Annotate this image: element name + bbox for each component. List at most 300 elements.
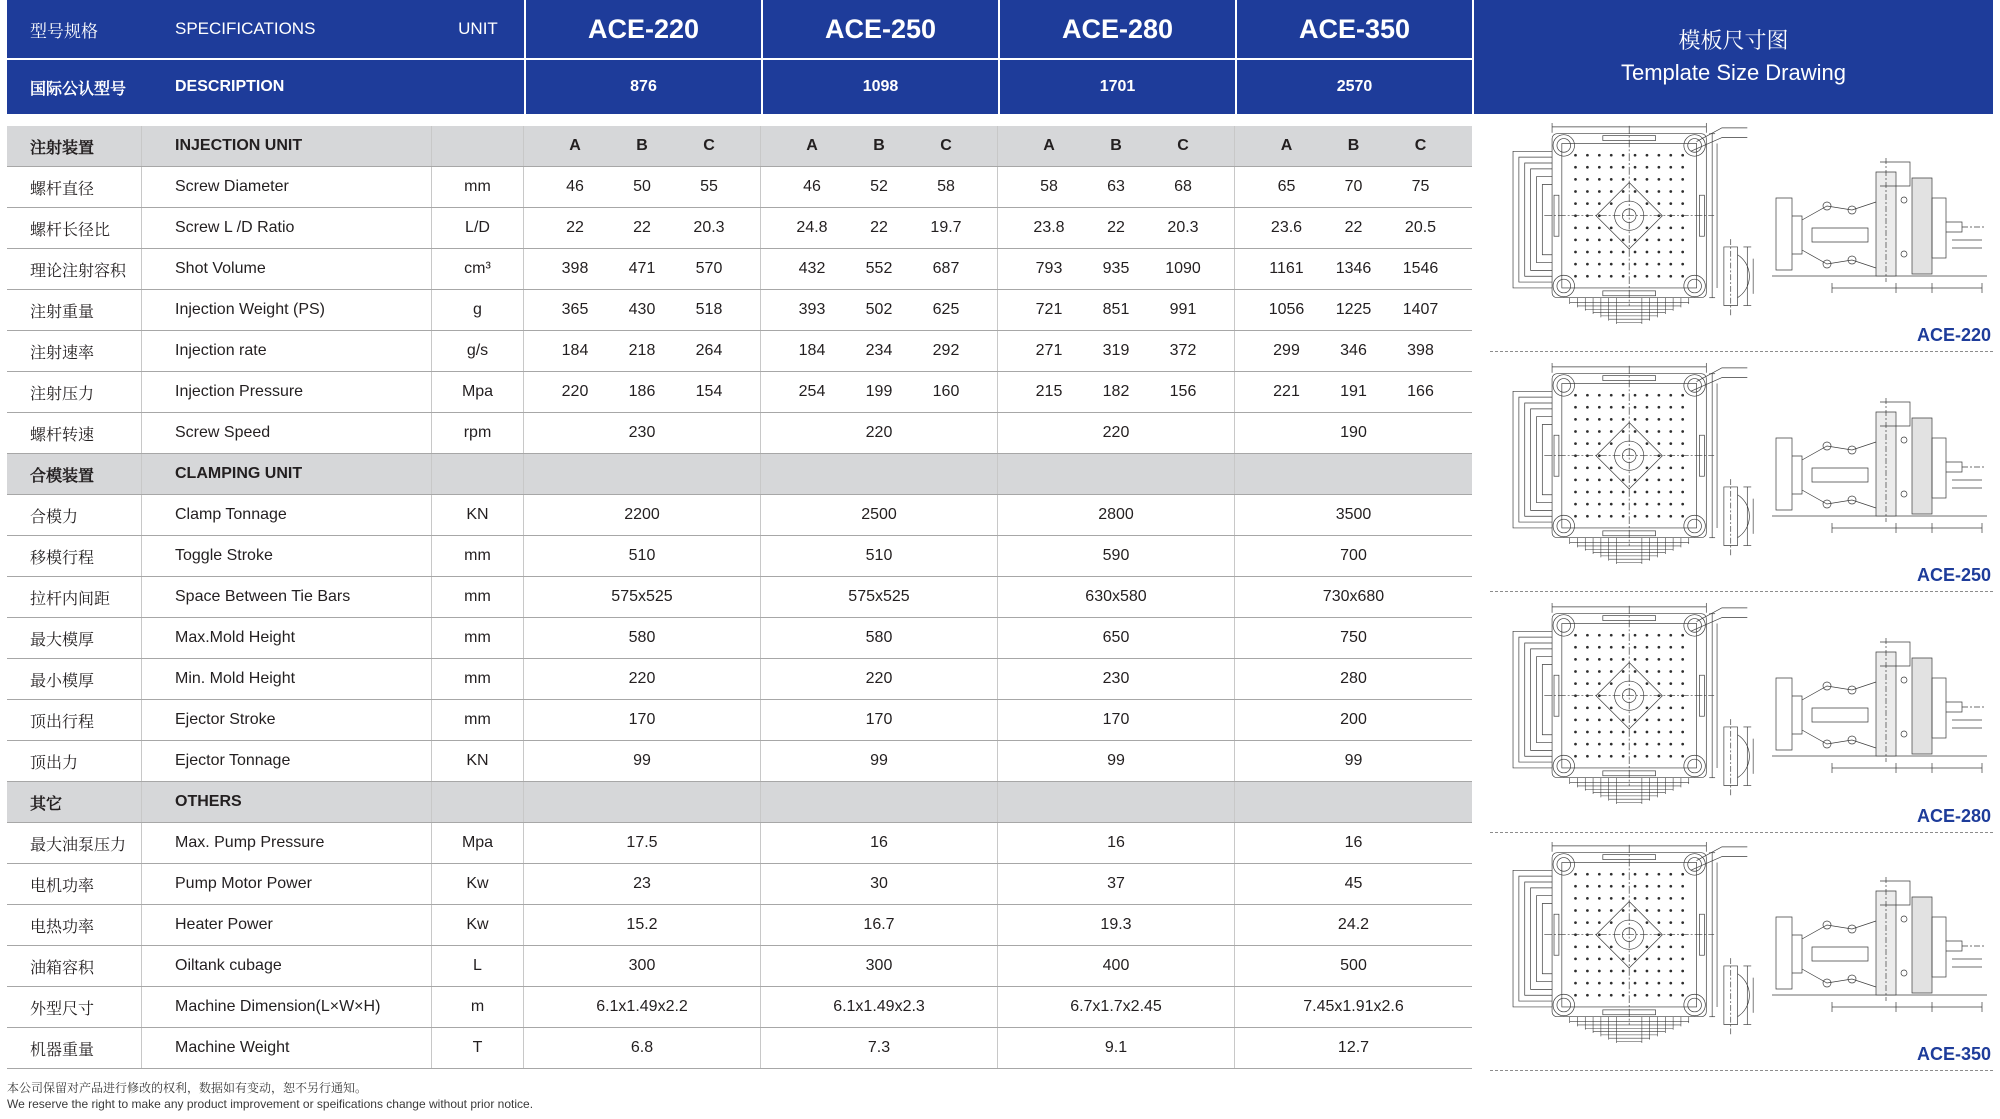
drawing-panel-ace-350 — [1472, 833, 1993, 1071]
spec-model-cell — [1235, 1028, 1472, 1068]
spec-value: 50 — [633, 178, 651, 195]
spec-value: 230 — [628, 424, 656, 441]
spec-label-cn: 电机功率 — [7, 864, 142, 904]
spec-model-cell — [1235, 823, 1472, 863]
spec-value: 200 — [1340, 711, 1367, 728]
drawing-panel-ace-280 — [1472, 592, 1993, 833]
spec-unit: cm³ — [432, 249, 524, 289]
platen-drawing — [1513, 363, 1753, 564]
spec-model-cell — [998, 577, 1235, 617]
spec-value: 191 — [1340, 383, 1367, 400]
spec-value: 75 — [1411, 178, 1430, 195]
spec-label-cn: 电热功率 — [7, 905, 142, 945]
spec-value: 220 — [865, 670, 893, 687]
spec-model-cell — [524, 331, 761, 371]
spec-label-cn: 合模力 — [7, 495, 142, 535]
spec-model-cell — [524, 618, 761, 658]
spec-model-cell — [524, 905, 761, 945]
spec-model-cell — [998, 946, 1235, 986]
drawing-panel-ace-250 — [1472, 352, 1993, 592]
spec-label-cn: 螺杆长径比 — [7, 208, 142, 248]
screw-option-label: C — [1177, 137, 1189, 154]
spec-value: 16.7 — [863, 916, 895, 933]
spec-value: 590 — [1102, 547, 1130, 564]
spec-model-cell — [998, 167, 1235, 207]
spec-value: 19.7 — [930, 219, 962, 236]
spec-value: 2500 — [861, 506, 897, 523]
section-model-cell — [1235, 126, 1472, 166]
model-code-ace-280: 1701 — [998, 60, 1235, 114]
description-unit-cell — [432, 60, 524, 114]
spec-label-cn: 注射重量 — [7, 290, 142, 330]
spec-value: 220 — [865, 424, 893, 441]
spec-model-cell — [998, 331, 1235, 371]
spec-value: 510 — [865, 547, 893, 564]
spec-value: 9.1 — [1104, 1039, 1128, 1056]
spec-value: 16 — [870, 834, 888, 851]
section-title-cn: 合模装置 — [7, 454, 142, 494]
spec-value: 154 — [695, 383, 723, 400]
spec-unit: g — [432, 290, 524, 330]
spec-value: 170 — [865, 711, 893, 728]
spec-label-en: Ejector Stroke — [142, 700, 432, 740]
spec-value: 156 — [1169, 383, 1197, 400]
spec-model-cell — [1235, 946, 1472, 986]
model-code-ace-350: 2570 — [1235, 60, 1472, 114]
spec-value: 24.8 — [796, 219, 828, 236]
spec-model-cell — [1235, 331, 1472, 371]
spec-model-cell — [1235, 864, 1472, 904]
spec-value: 190 — [1340, 424, 1367, 441]
spec-value: 23.6 — [1270, 219, 1303, 236]
dashed-divider — [1490, 1070, 1993, 1071]
spec-value: 292 — [932, 342, 960, 359]
spec-model-cell — [998, 823, 1235, 863]
spec-label-en: Pump Motor Power — [142, 864, 432, 904]
spec-value: 220 — [628, 670, 656, 687]
spec-value: 1225 — [1335, 301, 1372, 318]
spec-label-cn: 拉杆内间距 — [7, 577, 142, 617]
spec-model-cell — [1235, 700, 1472, 740]
section-title-en: INJECTION UNIT — [142, 126, 432, 166]
spec-model-cell — [1235, 987, 1472, 1027]
side-view-drawing — [1772, 398, 1987, 533]
spec-row — [7, 249, 1472, 290]
spec-model-cell — [1235, 290, 1472, 330]
spec-model-cell — [761, 208, 998, 248]
spec-model-cell — [524, 987, 761, 1027]
spec-value: 99 — [633, 752, 651, 769]
platen-drawing — [1513, 603, 1753, 804]
spec-model-cell — [761, 413, 998, 453]
spec-value: 215 — [1035, 383, 1063, 400]
spec-model-cell — [998, 413, 1235, 453]
model-name-ace-280: ACE-280 — [998, 0, 1235, 58]
spec-value: 68 — [1174, 178, 1192, 195]
spec-value: 471 — [628, 260, 656, 277]
spec-model-cell — [524, 208, 761, 248]
spec-value: 6.1x1.49x2.2 — [596, 998, 688, 1015]
spec-model-cell — [761, 905, 998, 945]
spec-unit: rpm — [432, 413, 524, 453]
spec-model-cell — [761, 1028, 998, 1068]
spec-model-cell — [524, 823, 761, 863]
spec-value: 23.8 — [1033, 219, 1065, 236]
spec-model-cell — [524, 659, 761, 699]
spec-model-cell — [998, 372, 1235, 412]
spec-label-en: Min. Mold Height — [142, 659, 432, 699]
spec-label-cn: 移模行程 — [7, 536, 142, 576]
spec-value: 218 — [628, 342, 656, 359]
spec-value: 6.7x1.7x2.45 — [1070, 998, 1162, 1015]
spec-model-cell — [761, 536, 998, 576]
spec-model-cell — [998, 700, 1235, 740]
spec-label-en: Shot Volume — [142, 249, 432, 289]
spec-value: 220 — [561, 383, 589, 400]
section-unit-cell — [432, 126, 524, 166]
spec-value: 46 — [803, 178, 821, 195]
spec-model-cell — [524, 167, 761, 207]
spec-model-cell — [998, 495, 1235, 535]
section-model-cell — [1235, 454, 1472, 494]
model-name-ace-250: ACE-250 — [761, 0, 998, 58]
spec-label-en: Toggle Stroke — [142, 536, 432, 576]
description-title-en: DESCRIPTION — [175, 78, 285, 95]
spec-model-cell — [1235, 372, 1472, 412]
section-header-row — [7, 454, 1472, 495]
screw-option-label: B — [1347, 137, 1360, 154]
spec-value: 22 — [1344, 219, 1363, 236]
spec-value: 575x525 — [848, 588, 910, 605]
spec-model-cell — [761, 372, 998, 412]
spec-label-en: Screw L /D Ratio — [142, 208, 432, 248]
spec-row — [7, 618, 1472, 659]
spec-value: 65 — [1277, 178, 1296, 195]
spec-unit: KN — [432, 495, 524, 535]
spec-model-cell — [1235, 495, 1472, 535]
spec-model-cell — [761, 864, 998, 904]
spec-value: 510 — [628, 547, 656, 564]
spec-value: 400 — [1102, 957, 1130, 974]
spec-value: 2200 — [624, 506, 660, 523]
model-name-ace-220: ACE-220 — [524, 0, 761, 58]
section-model-cell — [998, 126, 1235, 166]
spec-label-en: Space Between Tie Bars — [142, 577, 432, 617]
spec-model-cell — [524, 946, 761, 986]
spec-value: 58 — [1040, 178, 1058, 195]
spec-label-en: Ejector Tonnage — [142, 741, 432, 781]
platen-drawing — [1513, 842, 1753, 1043]
spec-model-cell — [524, 536, 761, 576]
spec-row — [7, 905, 1472, 946]
spec-value: 299 — [1273, 342, 1300, 359]
spec-unit: mm — [432, 167, 524, 207]
spec-unit: Kw — [432, 864, 524, 904]
unit-title: UNIT — [458, 19, 498, 38]
spec-value: 552 — [865, 260, 893, 277]
screw-option-label: A — [1280, 137, 1293, 154]
disclaimer-cn: 本公司保留对产品进行修改的权利，数据如有变动，恕不另行通知。 — [7, 1081, 368, 1095]
spec-value: 20.3 — [693, 219, 725, 236]
spec-label-cn: 注射速率 — [7, 331, 142, 371]
spec-title-cn: 型号规格 — [30, 21, 98, 41]
template-drawing — [1472, 841, 1993, 1046]
section-model-cell — [1235, 782, 1472, 822]
spec-value: 430 — [628, 301, 656, 318]
spec-model-cell — [524, 577, 761, 617]
screw-option-label: C — [703, 137, 715, 154]
spec-label-cn: 外型尺寸 — [7, 987, 142, 1027]
spec-model-cell — [761, 249, 998, 289]
spec-value: 935 — [1102, 260, 1130, 277]
spec-model-cell — [998, 741, 1235, 781]
spec-value: 166 — [1407, 383, 1434, 400]
side-view-drawing — [1772, 638, 1987, 773]
spec-label-en: Clamp Tonnage — [142, 495, 432, 535]
spec-model-cell — [998, 618, 1235, 658]
spec-value: 22 — [870, 219, 888, 236]
spec-row — [7, 167, 1472, 208]
spec-value: 22 — [633, 219, 651, 236]
spec-value: 30 — [870, 875, 888, 892]
spec-label-cn: 最大油泵压力 — [7, 823, 142, 863]
screw-option-label: A — [569, 137, 581, 154]
spec-value: 650 — [1102, 629, 1130, 646]
spec-value: 6.8 — [630, 1039, 654, 1056]
section-model-cell — [761, 782, 998, 822]
spec-model-cell — [761, 167, 998, 207]
spec-model-cell — [998, 536, 1235, 576]
spec-value: 851 — [1102, 301, 1130, 318]
spec-value: 393 — [798, 301, 826, 318]
spec-unit: L/D — [432, 208, 524, 248]
spec-value: 199 — [865, 383, 893, 400]
spec-label-en: Screw Diameter — [142, 167, 432, 207]
spec-label-cn: 最大模厚 — [7, 618, 142, 658]
drawing-title-cn: 模板尺寸图 — [1678, 28, 1789, 53]
spec-value: 52 — [870, 178, 888, 195]
spec-model-cell — [524, 249, 761, 289]
spec-model-cell — [524, 413, 761, 453]
spec-model-cell — [998, 1028, 1235, 1068]
spec-label-cn: 油箱容积 — [7, 946, 142, 986]
spec-value: 1407 — [1402, 301, 1439, 318]
spec-value: 580 — [865, 629, 893, 646]
screw-option-label: B — [636, 137, 648, 154]
spec-value: 271 — [1035, 342, 1063, 359]
spec-model-cell — [761, 823, 998, 863]
spec-value: 1546 — [1402, 260, 1439, 277]
template-drawing — [1472, 122, 1993, 327]
spec-model-cell — [761, 987, 998, 1027]
spec-value: 793 — [1035, 260, 1063, 277]
spec-value: 99 — [870, 752, 888, 769]
spec-row — [7, 864, 1472, 905]
spec-model-cell — [998, 659, 1235, 699]
spec-label-cn: 螺杆直径 — [7, 167, 142, 207]
spec-value: 432 — [798, 260, 826, 277]
drawing-model-label: ACE-220 — [1916, 325, 1991, 345]
description-row — [7, 60, 1472, 114]
spec-title-en: SPECIFICATIONS — [175, 19, 316, 38]
spec-label-cn: 顶出力 — [7, 741, 142, 781]
spec-value: 264 — [695, 342, 723, 359]
spec-row — [7, 659, 1472, 700]
spec-unit: mm — [432, 536, 524, 576]
section-model-cell — [761, 454, 998, 494]
spec-model-cell — [1235, 167, 1472, 207]
spec-value: 24.2 — [1337, 916, 1370, 933]
spec-label-en: Machine Dimension(L×W×H) — [142, 987, 432, 1027]
spec-value: 20.3 — [1167, 219, 1199, 236]
screw-option-label: C — [1414, 137, 1427, 154]
spec-unit: Mpa — [432, 823, 524, 863]
spec-value: 17.5 — [626, 834, 658, 851]
spec-value: 630x580 — [1085, 588, 1147, 605]
screw-option-label: B — [873, 137, 885, 154]
spec-value: 500 — [1340, 957, 1367, 974]
spec-value: 300 — [628, 957, 656, 974]
platen-drawing — [1513, 123, 1753, 324]
spec-model-cell — [1235, 413, 1472, 453]
spec-value: 170 — [1102, 711, 1130, 728]
spec-value: 300 — [865, 957, 893, 974]
spec-value: 99 — [1344, 752, 1363, 769]
spec-row — [7, 1028, 1472, 1069]
spec-model-cell — [761, 495, 998, 535]
drawing-panel-ace-220 — [1472, 120, 1993, 352]
spec-header — [7, 0, 1472, 114]
spec-label-en: Injection Weight (PS) — [142, 290, 432, 330]
spec-model-cell — [1235, 659, 1472, 699]
spec-value: 365 — [561, 301, 589, 318]
spec-row — [7, 372, 1472, 413]
side-view-drawing — [1772, 877, 1987, 1012]
spec-value: 1161 — [1269, 260, 1304, 277]
spec-label-en: Max. Pump Pressure — [142, 823, 432, 863]
screw-option-label: B — [1110, 137, 1122, 154]
spec-model-cell — [1235, 249, 1472, 289]
spec-value: 160 — [932, 383, 960, 400]
spec-label-cn: 螺杆转速 — [7, 413, 142, 453]
spec-label-cn: 机器重量 — [7, 1028, 142, 1068]
section-model-cell — [524, 454, 761, 494]
spec-row — [7, 741, 1472, 782]
spec-value: 170 — [628, 711, 656, 728]
spec-model-cell — [524, 1028, 761, 1068]
spec-table — [7, 126, 1472, 1069]
spec-row — [7, 290, 1472, 331]
spec-value: 220 — [1102, 424, 1130, 441]
spec-unit: T — [432, 1028, 524, 1068]
spec-label-en: Injection Pressure — [142, 372, 432, 412]
spec-value: 721 — [1035, 301, 1063, 318]
spec-unit: mm — [432, 700, 524, 740]
spec-value: 63 — [1107, 178, 1125, 195]
drawing-header — [1474, 0, 1993, 114]
spec-value: 15.2 — [626, 916, 658, 933]
screw-option-label: A — [1043, 137, 1055, 154]
section-unit-cell — [432, 782, 524, 822]
spec-model-cell — [761, 290, 998, 330]
spec-value: 346 — [1340, 342, 1367, 359]
spec-value: 625 — [932, 301, 960, 318]
screw-option-label: A — [806, 137, 818, 154]
template-drawings — [1472, 120, 1993, 1071]
section-model-cell — [998, 782, 1235, 822]
spec-unit: Mpa — [432, 372, 524, 412]
spec-value: 3500 — [1335, 506, 1372, 523]
spec-value: 16 — [1344, 834, 1363, 851]
spec-value: 398 — [561, 260, 589, 277]
spec-value: 502 — [865, 301, 893, 318]
spec-value: 70 — [1344, 178, 1363, 195]
spec-model-cell — [761, 659, 998, 699]
spec-value: 16 — [1107, 834, 1125, 851]
spec-label-en: Machine Weight — [142, 1028, 432, 1068]
disclaimer-en: We reserve the right to make any product improvement or speifications change without prior notice. — [7, 1097, 534, 1111]
spec-model-cell — [524, 495, 761, 535]
spec-model-cell — [524, 864, 761, 904]
spec-model-cell — [761, 618, 998, 658]
spec-value: 1346 — [1335, 260, 1372, 277]
template-drawing — [1472, 602, 1993, 807]
section-model-cell — [998, 454, 1235, 494]
side-view-drawing — [1772, 158, 1987, 293]
spec-model-cell — [1235, 741, 1472, 781]
section-header-row — [7, 126, 1472, 167]
spec-row — [7, 536, 1472, 577]
spec-label-en: Max.Mold Height — [142, 618, 432, 658]
spec-value: 221 — [1273, 383, 1300, 400]
spec-value: 22 — [566, 219, 584, 236]
spec-model-cell — [761, 331, 998, 371]
spec-label-cn: 注射压力 — [7, 372, 142, 412]
spec-label-en: Heater Power — [142, 905, 432, 945]
spec-model-cell — [524, 372, 761, 412]
spec-model-cell — [998, 987, 1235, 1027]
spec-value: 22 — [1107, 219, 1125, 236]
spec-row — [7, 413, 1472, 454]
spec-row — [7, 495, 1472, 536]
section-unit-cell — [432, 454, 524, 494]
spec-unit: m — [432, 987, 524, 1027]
spec-value: 280 — [1340, 670, 1367, 687]
spec-model-cell — [761, 700, 998, 740]
screw-option-label: C — [940, 137, 952, 154]
spec-unit: L — [432, 946, 524, 986]
spec-model-cell — [998, 249, 1235, 289]
spec-model-cell — [524, 700, 761, 740]
spec-value: 20.5 — [1404, 219, 1437, 236]
spec-unit: mm — [432, 577, 524, 617]
spec-value: 518 — [695, 301, 723, 318]
section-model-cell — [524, 126, 761, 166]
spec-value: 184 — [561, 342, 589, 359]
spec-value: 1090 — [1165, 260, 1201, 277]
section-title-en: CLAMPING UNIT — [142, 454, 432, 494]
spec-model-cell — [524, 741, 761, 781]
model-name-ace-350: ACE-350 — [1235, 0, 1472, 58]
spec-value: 182 — [1102, 383, 1130, 400]
spec-value: 186 — [628, 383, 656, 400]
spec-label-cn: 最小模厚 — [7, 659, 142, 699]
spec-model-cell — [524, 290, 761, 330]
spec-value: 687 — [932, 260, 960, 277]
spec-model-cell — [998, 290, 1235, 330]
spec-value: 19.3 — [1100, 916, 1132, 933]
spec-label-cn: 理论注射容积 — [7, 249, 142, 289]
